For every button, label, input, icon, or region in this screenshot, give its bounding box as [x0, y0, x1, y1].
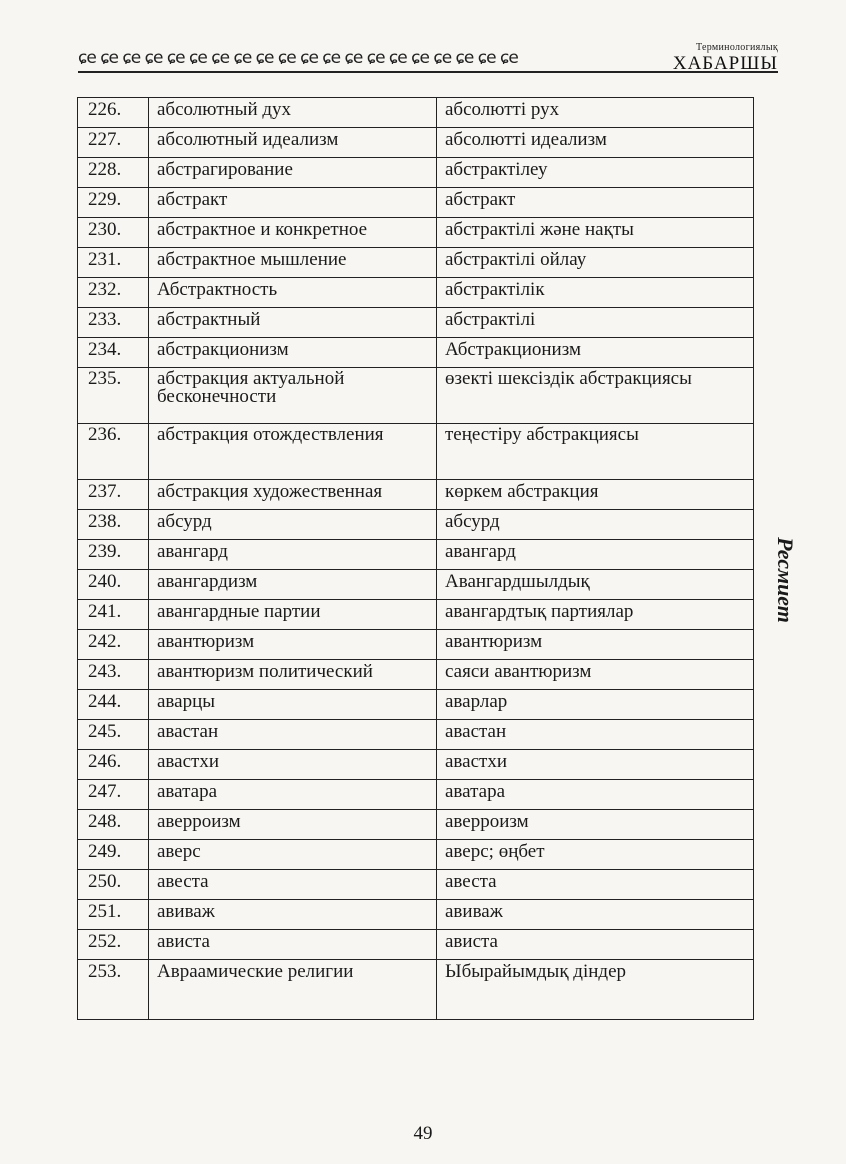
term-number: 227.	[78, 128, 149, 158]
table-row	[78, 158, 754, 188]
kazakh-term: аверроизм	[437, 810, 754, 840]
term-number: 232.	[78, 278, 149, 308]
kazakh-term: абстрактілік	[437, 278, 754, 308]
kazakh-term: авастхи	[437, 750, 754, 780]
table-row	[78, 630, 754, 660]
kazakh-term: теңестіру абстракциясы	[437, 424, 754, 480]
term-number: 248.	[78, 810, 149, 840]
kazakh-term: авеста	[437, 870, 754, 900]
header-ornament: ɕe ɕe ɕe ɕe ɕe ɕe ɕe ɕe ɕe ɕe ɕe ɕe ɕe ɕe ɕe ɕe ɕe ɕe ɕe ɕe	[78, 48, 518, 68]
kazakh-term: абсолютті рух	[437, 98, 754, 128]
table-row	[78, 480, 754, 510]
term-number: 236.	[78, 424, 149, 480]
russian-term: абсолютный идеализм	[149, 128, 437, 158]
russian-term: авастхи	[149, 750, 437, 780]
term-number: 250.	[78, 870, 149, 900]
kazakh-term: абсурд	[437, 510, 754, 540]
term-number: 233.	[78, 308, 149, 338]
russian-term: абстракция отождествления	[149, 424, 437, 480]
kazakh-term: саяси авантюризм	[437, 660, 754, 690]
term-number: 240.	[78, 570, 149, 600]
russian-term: аварцы	[149, 690, 437, 720]
table-row	[78, 810, 754, 840]
kazakh-term: абстрактілі және нақты	[437, 218, 754, 248]
term-number: 249.	[78, 840, 149, 870]
term-number: 243.	[78, 660, 149, 690]
table-row	[78, 188, 754, 218]
term-number: 252.	[78, 930, 149, 960]
table-row	[78, 870, 754, 900]
russian-term: авангард	[149, 540, 437, 570]
term-number: 253.	[78, 960, 149, 1020]
kazakh-term: аватара	[437, 780, 754, 810]
term-number: 229.	[78, 188, 149, 218]
term-number: 242.	[78, 630, 149, 660]
table-row	[78, 424, 754, 480]
table-row	[78, 690, 754, 720]
russian-term: аверроизм	[149, 810, 437, 840]
term-number: 246.	[78, 750, 149, 780]
russian-term: авангардизм	[149, 570, 437, 600]
table-row	[78, 750, 754, 780]
kazakh-term: авиваж	[437, 900, 754, 930]
term-number: 235.	[78, 368, 149, 424]
table-row	[78, 840, 754, 870]
table-row	[78, 218, 754, 248]
term-number: 244.	[78, 690, 149, 720]
russian-term: авантюризм	[149, 630, 437, 660]
kazakh-term: абстракт	[437, 188, 754, 218]
table-row	[78, 248, 754, 278]
terms-table-body	[78, 98, 754, 1020]
table-row	[78, 338, 754, 368]
russian-term: абстрактное и конкретное	[149, 218, 437, 248]
russian-term: абстракция актуальной бесконечности	[149, 368, 437, 424]
russian-term: авастан	[149, 720, 437, 750]
section-side-label-text: Ресмиет	[773, 537, 798, 623]
term-number: 241.	[78, 600, 149, 630]
term-number: 234.	[78, 338, 149, 368]
table-row	[78, 308, 754, 338]
kazakh-term: авангард	[437, 540, 754, 570]
kazakh-term: авантюризм	[437, 630, 754, 660]
kazakh-term: авастан	[437, 720, 754, 750]
term-number: 231.	[78, 248, 149, 278]
term-number: 247.	[78, 780, 149, 810]
kazakh-term: абстрактілі	[437, 308, 754, 338]
kazakh-term: Ыбырайымдық діндер	[437, 960, 754, 1020]
section-side-label	[765, 520, 805, 640]
table-row	[78, 570, 754, 600]
table-row	[78, 368, 754, 424]
term-number: 251.	[78, 900, 149, 930]
term-number: 238.	[78, 510, 149, 540]
kazakh-term: аварлар	[437, 690, 754, 720]
russian-term: Абстрактность	[149, 278, 437, 308]
russian-term: аватара	[149, 780, 437, 810]
kazakh-term: Авангардшылдық	[437, 570, 754, 600]
term-number: 245.	[78, 720, 149, 750]
kazakh-term: ависта	[437, 930, 754, 960]
kazakh-term: абстрактілеу	[437, 158, 754, 188]
table-row	[78, 600, 754, 630]
kazakh-term: Абстракционизм	[437, 338, 754, 368]
russian-term: абстрактный	[149, 308, 437, 338]
journal-subtitle: Терминологиялық	[695, 42, 778, 53]
table-row	[78, 128, 754, 158]
russian-term: авеста	[149, 870, 437, 900]
term-number: 237.	[78, 480, 149, 510]
russian-term: абсурд	[149, 510, 437, 540]
table-row	[78, 930, 754, 960]
russian-term: абстракционизм	[149, 338, 437, 368]
term-number: 226.	[78, 98, 149, 128]
russian-term: абстрагирование	[149, 158, 437, 188]
kazakh-term: абстрактілі ойлау	[437, 248, 754, 278]
term-number: 230.	[78, 218, 149, 248]
russian-term: Авраамические религии	[149, 960, 437, 1020]
table-row	[78, 278, 754, 308]
kazakh-term: өзекті шексіздік абстракциясы	[437, 368, 754, 424]
russian-term: абстракция художественная	[149, 480, 437, 510]
table-row	[78, 540, 754, 570]
russian-term: авиваж	[149, 900, 437, 930]
page-header	[78, 40, 778, 76]
table-row	[78, 960, 754, 1020]
kazakh-term: аверс; өңбет	[437, 840, 754, 870]
kazakh-term: көркем абстракция	[437, 480, 754, 510]
term-number: 239.	[78, 540, 149, 570]
table-row	[78, 780, 754, 810]
terms-table	[77, 97, 754, 1020]
russian-term: аверс	[149, 840, 437, 870]
table-row	[78, 660, 754, 690]
russian-term: авантюризм политический	[149, 660, 437, 690]
russian-term: абстрактное мышление	[149, 248, 437, 278]
table-row	[78, 98, 754, 128]
russian-term: абсолютный дух	[149, 98, 437, 128]
russian-term: абстракт	[149, 188, 437, 218]
kazakh-term: абсолютті идеализм	[437, 128, 754, 158]
russian-term: авангардные партии	[149, 600, 437, 630]
table-row	[78, 720, 754, 750]
table-row	[78, 510, 754, 540]
russian-term: ависта	[149, 930, 437, 960]
kazakh-term: авангардтық партиялар	[437, 600, 754, 630]
term-number: 228.	[78, 158, 149, 188]
page-number: 49	[413, 1123, 433, 1144]
journal-title: ХАБАРШЫ	[672, 53, 778, 74]
table-row	[78, 900, 754, 930]
